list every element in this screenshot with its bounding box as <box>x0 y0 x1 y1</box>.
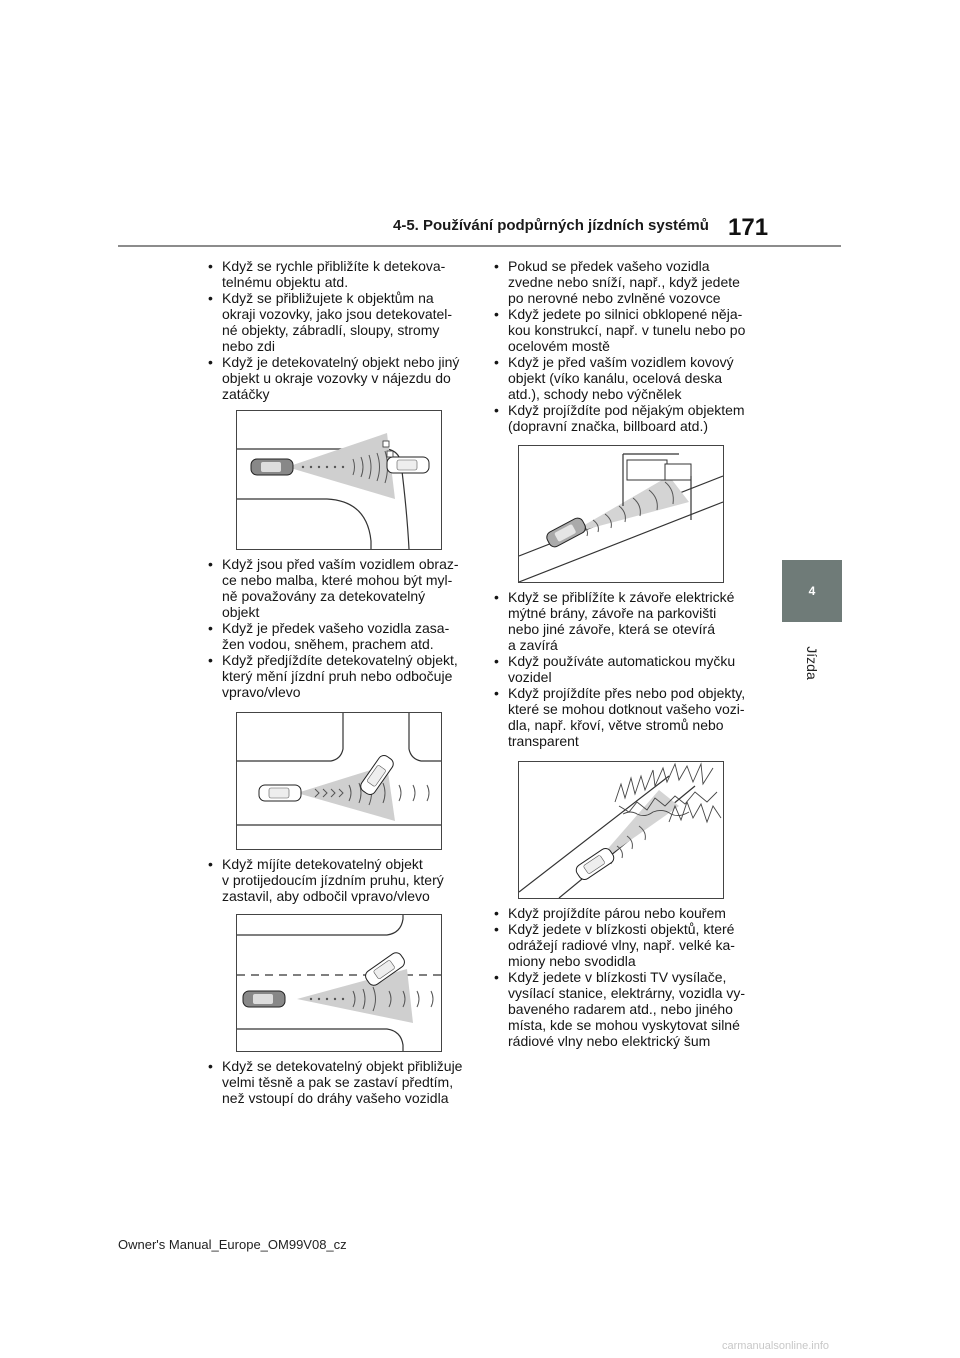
bullet-item <box>204 652 494 700</box>
curve-illustration <box>237 411 441 549</box>
header-divider <box>118 245 841 247</box>
figure-bushes-branches <box>518 761 724 899</box>
line: kou konstrukcí, např. v tunelu nebo po <box>508 322 746 338</box>
left-bullets-1 <box>204 258 494 402</box>
line: vozidel <box>508 669 552 685</box>
line: ocelovém mostě <box>508 338 610 354</box>
line: transparent <box>508 733 579 749</box>
bullet-item <box>490 653 780 685</box>
line: objekt u okraje vozovky v nájezdu do <box>222 370 451 386</box>
line: který mění jízdní pruh nebo odbočuje <box>222 668 453 684</box>
chapter-label-wrapper <box>802 630 822 700</box>
bullet-item <box>204 856 494 904</box>
bullet-item <box>490 589 780 653</box>
line: ně považovány za detekovatelný <box>222 588 426 604</box>
line: Když je detekovatelný objekt nebo jiný <box>222 354 460 370</box>
line: Pokud se předek vašeho vozidla <box>508 258 710 274</box>
line: baveného radarem atd., nebo jiného <box>508 1001 733 1017</box>
line: Když projíždíte párou nebo kouřem <box>508 905 726 921</box>
line: dla, např. křoví, větve stromů nebo <box>508 717 724 733</box>
chapter-tab <box>782 560 842 622</box>
left-bullets-3 <box>204 856 494 904</box>
line: Když se přiblížíte k závoře elektrické <box>508 589 735 605</box>
line: Když jedete v blízkosti objektů, které <box>508 921 735 937</box>
right-bullets-2 <box>490 589 780 749</box>
oncoming-illustration <box>237 915 441 1051</box>
figure-curve-road <box>236 410 442 550</box>
bullet-item <box>490 306 780 354</box>
footer-text: Owner's Manual_Europe_OM99V08_cz <box>118 1237 347 1252</box>
line: Když jsou před vaším vozidlem obraz- <box>222 556 459 572</box>
chapter-number: 4 <box>808 584 816 598</box>
line: než vstoupí do dráhy vašeho vozidla <box>222 1090 449 1106</box>
line: Když předjíždíte detekovatelný objekt, <box>222 652 458 668</box>
line: nebo zdi <box>222 338 275 354</box>
line: mýtné brány, závoře na parkovišti <box>508 605 717 621</box>
line: v protijedoucím jízdním pruhu, který <box>222 872 444 888</box>
figure-overhead-sign <box>518 445 724 583</box>
bullet-item <box>490 354 780 402</box>
line: po nerovné nebo zvlněné vozovce <box>508 290 721 306</box>
line: miony nebo svodidla <box>508 953 636 969</box>
line: Když projíždíte pod nějakým objektem <box>508 402 745 418</box>
line: Když se detekovatelný objekt přibližuje <box>222 1058 463 1074</box>
line: zvedne nebo sníží, např., když jedete <box>508 274 740 290</box>
line: atd.), schody nebo výčnělek <box>508 386 682 402</box>
bullet-item <box>490 258 780 306</box>
line: Když se rychle přibližíte k detekova- <box>222 258 446 274</box>
line: žen vodou, sněhem, prachem atd. <box>222 636 434 652</box>
line: velmi těsně a pak se zastaví předtím, <box>222 1074 454 1090</box>
bullet-item <box>204 620 494 652</box>
chapter-label: Jízda <box>804 646 820 680</box>
line: vysílací stanice, elektrárny, vozidla vy- <box>508 985 746 1001</box>
bullet-item <box>204 354 494 402</box>
line: Když jedete po silnici obklopené něja- <box>508 306 743 322</box>
line: zastavil, aby odbočil vpravo/vlevo <box>222 888 430 904</box>
bullet-item <box>204 556 494 620</box>
line: okraji vozovky, jako jsou detekovatel- <box>222 306 453 322</box>
bushes-illustration <box>519 762 723 898</box>
line: nebo jiné závoře, která se otevírá <box>508 621 716 637</box>
bullet-item <box>490 921 780 969</box>
line: né objekty, zábradlí, sloupy, stromy <box>222 322 440 338</box>
line: rádiové vlny nebo elektrický šum <box>508 1033 711 1049</box>
line: Když je před vaším vozidlem kovový <box>508 354 734 370</box>
bullet-item <box>490 969 780 1049</box>
bullet-item <box>204 258 494 290</box>
line: Když míjíte detekovatelný objekt <box>222 856 423 872</box>
line: odrážejí radiové vlny, např. velké ka- <box>508 937 735 953</box>
right-bullets-1 <box>490 258 780 434</box>
figure-oncoming-stopped <box>236 914 442 1052</box>
line: Když jedete v blízkosti TV vysílače, <box>508 969 727 985</box>
line: Když používáte automatickou myčku <box>508 653 736 669</box>
line: Když se přibližujete k objektům na <box>222 290 434 306</box>
line: Když je předek vašeho vozidla zasa- <box>222 620 450 636</box>
watermark: carmanualsonline.info <box>722 1340 830 1352</box>
bullet-item <box>490 905 780 921</box>
line: objekt (víko kanálu, ocelová deska <box>508 370 723 386</box>
line: (dopravní značka, billboard atd.) <box>508 418 708 434</box>
bullet-item <box>204 1058 494 1106</box>
bullet-item <box>490 402 780 434</box>
bullet-item <box>204 290 494 354</box>
bullet-item <box>490 685 780 749</box>
page-number: 171 <box>728 214 769 241</box>
overhead-sign-illustration <box>519 446 723 582</box>
section-title: 4-5. Používání podpůrných jízdních systémů <box>393 217 709 234</box>
line: a zavírá <box>508 637 558 653</box>
line: vpravo/vlevo <box>222 684 301 700</box>
line: Když projíždíte přes nebo pod objekty, <box>508 685 746 701</box>
turning-illustration <box>237 713 441 849</box>
line: ce nebo malba, které mohou být myl- <box>222 572 453 588</box>
left-bullets-2 <box>204 556 494 700</box>
line: objekt <box>222 604 260 620</box>
figure-turning-vehicle <box>236 712 442 850</box>
left-bullets-4 <box>204 1058 494 1106</box>
line: které se mohou dotknout vašeho vozi- <box>508 701 745 717</box>
line: telnému objektu atd. <box>222 274 349 290</box>
line: zatáčky <box>222 386 270 402</box>
line: místa, kde se mohou vyskytovat silné <box>508 1017 740 1033</box>
right-bullets-3 <box>490 905 780 1049</box>
